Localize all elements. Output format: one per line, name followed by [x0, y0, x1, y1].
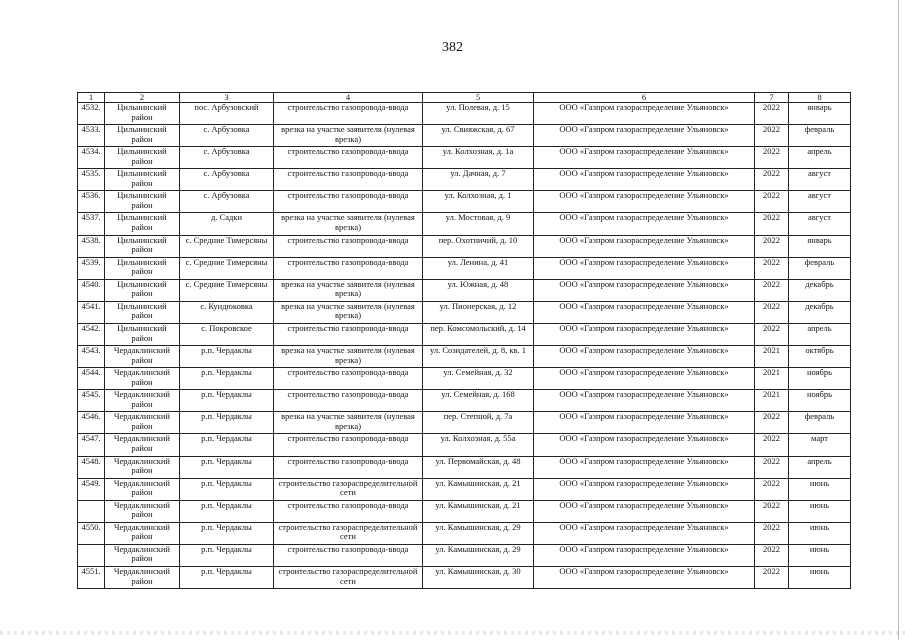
address-cell: ул. Камышинская, д. 21: [423, 478, 534, 500]
district-cell: Цильнинский район: [105, 103, 180, 125]
address-cell: пер. Степной, д. 7а: [423, 412, 534, 434]
organization-cell: ООО «Газпром газораспределение Ульяновск»: [534, 412, 755, 434]
month-cell: июнь: [789, 500, 851, 522]
table-row: [78, 566, 851, 588]
row-number: 4544.: [78, 368, 105, 390]
district-cell: Чердаклинский район: [105, 544, 180, 566]
table-row: [78, 478, 851, 500]
district-cell: Цильнинский район: [105, 213, 180, 235]
year-cell: 2022: [755, 279, 789, 301]
table-row: [78, 213, 851, 235]
year-cell: 2022: [755, 147, 789, 169]
year-cell: 2022: [755, 434, 789, 456]
year-cell: 2022: [755, 191, 789, 213]
year-cell: 2022: [755, 257, 789, 279]
organization-cell: ООО «Газпром газораспределение Ульяновск»: [534, 147, 755, 169]
column-number: 7: [755, 93, 789, 103]
year-cell: 2021: [755, 346, 789, 368]
settlement-cell: с. Кундюковка: [180, 301, 274, 323]
month-cell: июнь: [789, 478, 851, 500]
table-row: [78, 522, 851, 544]
district-cell: Цильнинский район: [105, 257, 180, 279]
district-cell: Чердаклинский район: [105, 522, 180, 544]
year-cell: 2022: [755, 478, 789, 500]
header-row: [78, 93, 851, 103]
district-cell: Чердаклинский район: [105, 412, 180, 434]
address-cell: ул. Камышинская, д. 29: [423, 544, 534, 566]
work-type-cell: строительство газораспределительной сети: [274, 522, 423, 544]
year-cell: 2022: [755, 566, 789, 588]
row-number: 4535.: [78, 169, 105, 191]
district-cell: Чердаклинский район: [105, 478, 180, 500]
settlement-cell: р.п. Чердаклы: [180, 544, 274, 566]
month-cell: ноябрь: [789, 390, 851, 412]
month-cell: июнь: [789, 522, 851, 544]
column-number: 6: [534, 93, 755, 103]
district-cell: Чердаклинский район: [105, 346, 180, 368]
table-row: [78, 191, 851, 213]
address-cell: ул. Созидателей, д. 8, кв. 1: [423, 346, 534, 368]
settlement-cell: р.п. Чердаклы: [180, 522, 274, 544]
column-number: 8: [789, 93, 851, 103]
work-type-cell: строительство газопровода-ввода: [274, 147, 423, 169]
organization-cell: ООО «Газпром газораспределение Ульяновск»: [534, 279, 755, 301]
settlement-cell: с. Арбузовка: [180, 147, 274, 169]
year-cell: 2022: [755, 544, 789, 566]
row-number: 4534.: [78, 147, 105, 169]
organization-cell: ООО «Газпром газораспределение Ульяновск»: [534, 213, 755, 235]
work-type-cell: строительство газопровода-ввода: [274, 191, 423, 213]
settlement-cell: р.п. Чердаклы: [180, 456, 274, 478]
work-type-cell: врезка на участке заявителя (нулевая врезка): [274, 279, 423, 301]
year-cell: 2021: [755, 390, 789, 412]
month-cell: август: [789, 169, 851, 191]
work-type-cell: строительство газораспределительной сети: [274, 566, 423, 588]
settlement-cell: р.п. Чердаклы: [180, 566, 274, 588]
work-type-cell: строительство газопровода-ввода: [274, 434, 423, 456]
scan-artifact-strip: [0, 631, 905, 635]
organization-cell: ООО «Газпром газораспределение Ульяновск»: [534, 103, 755, 125]
district-cell: Цильнинский район: [105, 235, 180, 257]
year-cell: 2021: [755, 368, 789, 390]
table-row: [78, 235, 851, 257]
organization-cell: ООО «Газпром газораспределение Ульяновск»: [534, 169, 755, 191]
table-row: [78, 169, 851, 191]
year-cell: 2022: [755, 456, 789, 478]
month-cell: апрель: [789, 147, 851, 169]
organization-cell: ООО «Газпром газораспределение Ульяновск»: [534, 478, 755, 500]
address-cell: ул. Колхозная, д. 1: [423, 191, 534, 213]
month-cell: март: [789, 434, 851, 456]
settlement-cell: с. Покровское: [180, 323, 274, 345]
row-number: 4548.: [78, 456, 105, 478]
month-cell: февраль: [789, 125, 851, 147]
row-number: 4547.: [78, 434, 105, 456]
row-number: 4543.: [78, 346, 105, 368]
address-cell: ул. Колхозная, д. 55а: [423, 434, 534, 456]
table-row: [78, 412, 851, 434]
organization-cell: ООО «Газпром газораспределение Ульяновск»: [534, 500, 755, 522]
register-table: [77, 92, 851, 589]
month-cell: декабрь: [789, 301, 851, 323]
work-type-cell: строительство газопровода-ввода: [274, 257, 423, 279]
work-type-cell: строительство газопровода-ввода: [274, 544, 423, 566]
column-number: 4: [274, 93, 423, 103]
settlement-cell: с. Арбузовка: [180, 169, 274, 191]
organization-cell: ООО «Газпром газораспределение Ульяновск»: [534, 522, 755, 544]
year-cell: 2022: [755, 323, 789, 345]
address-cell: ул. Первомайская, д. 48: [423, 456, 534, 478]
district-cell: Цильнинский район: [105, 125, 180, 147]
work-type-cell: строительство газораспределительной сети: [274, 478, 423, 500]
work-type-cell: строительство газопровода-ввода: [274, 323, 423, 345]
row-number: 4551.: [78, 566, 105, 588]
table-row: [78, 125, 851, 147]
table-row: [78, 368, 851, 390]
table-row: [78, 500, 851, 522]
year-cell: 2022: [755, 213, 789, 235]
row-number: 4539.: [78, 257, 105, 279]
settlement-cell: р.п. Чердаклы: [180, 500, 274, 522]
district-cell: Цильнинский район: [105, 169, 180, 191]
row-number: 4542.: [78, 323, 105, 345]
row-number: [78, 544, 105, 566]
month-cell: ноябрь: [789, 368, 851, 390]
district-cell: Цильнинский район: [105, 301, 180, 323]
district-cell: Цильнинский район: [105, 323, 180, 345]
settlement-cell: р.п. Чердаклы: [180, 478, 274, 500]
column-number: 5: [423, 93, 534, 103]
address-cell: ул. Дачная, д. 7: [423, 169, 534, 191]
month-cell: февраль: [789, 257, 851, 279]
month-cell: июнь: [789, 544, 851, 566]
address-cell: ул. Камышинская, д. 30: [423, 566, 534, 588]
address-cell: ул. Ленина, д. 41: [423, 257, 534, 279]
table-row: [78, 346, 851, 368]
row-number: 4550.: [78, 522, 105, 544]
page-edge: [898, 0, 899, 640]
column-number: 2: [105, 93, 180, 103]
row-number: 4533.: [78, 125, 105, 147]
organization-cell: ООО «Газпром газораспределение Ульяновск»: [534, 235, 755, 257]
address-cell: ул. Семейная, д. 32: [423, 368, 534, 390]
organization-cell: ООО «Газпром газораспределение Ульяновск»: [534, 191, 755, 213]
table-row: [78, 301, 851, 323]
organization-cell: ООО «Газпром газораспределение Ульяновск»: [534, 544, 755, 566]
organization-cell: ООО «Газпром газораспределение Ульяновск»: [534, 368, 755, 390]
row-number: 4538.: [78, 235, 105, 257]
organization-cell: ООО «Газпром газораспределение Ульяновск»: [534, 257, 755, 279]
organization-cell: ООО «Газпром газораспределение Ульяновск»: [534, 434, 755, 456]
work-type-cell: строительство газопровода-ввода: [274, 103, 423, 125]
work-type-cell: строительство газопровода-ввода: [274, 235, 423, 257]
table-row: [78, 103, 851, 125]
work-type-cell: строительство газопровода-ввода: [274, 169, 423, 191]
settlement-cell: р.п. Чердаклы: [180, 412, 274, 434]
table-row: [78, 279, 851, 301]
year-cell: 2022: [755, 103, 789, 125]
table-row: [78, 456, 851, 478]
table-body: [78, 103, 851, 589]
table-row: [78, 323, 851, 345]
settlement-cell: р.п. Чердаклы: [180, 434, 274, 456]
work-type-cell: врезка на участке заявителя (нулевая врезка): [274, 125, 423, 147]
district-cell: Чердаклинский район: [105, 456, 180, 478]
organization-cell: ООО «Газпром газораспределение Ульяновск»: [534, 125, 755, 147]
row-number: 4536.: [78, 191, 105, 213]
table-row: [78, 390, 851, 412]
address-cell: ул. Пионерская, д. 12: [423, 301, 534, 323]
year-cell: 2022: [755, 235, 789, 257]
settlement-cell: пос. Арбузовский: [180, 103, 274, 125]
row-number: [78, 500, 105, 522]
table-row: [78, 544, 851, 566]
work-type-cell: строительство газопровода-ввода: [274, 390, 423, 412]
district-cell: Цильнинский район: [105, 147, 180, 169]
address-cell: ул. Колхозная, д. 1а: [423, 147, 534, 169]
row-number: 4541.: [78, 301, 105, 323]
settlement-cell: с. Арбузовка: [180, 191, 274, 213]
month-cell: октябрь: [789, 346, 851, 368]
district-cell: Цильнинский район: [105, 191, 180, 213]
row-number: 4546.: [78, 412, 105, 434]
month-cell: январь: [789, 235, 851, 257]
address-cell: пер. Комсомольский, д. 14: [423, 323, 534, 345]
work-type-cell: строительство газопровода-ввода: [274, 368, 423, 390]
month-cell: август: [789, 191, 851, 213]
row-number: 4549.: [78, 478, 105, 500]
address-cell: ул. Камышинская, д. 21: [423, 500, 534, 522]
address-cell: ул. Мостовая, д. 9: [423, 213, 534, 235]
month-cell: апрель: [789, 456, 851, 478]
row-number: 4537.: [78, 213, 105, 235]
organization-cell: ООО «Газпром газораспределение Ульяновск»: [534, 566, 755, 588]
month-cell: январь: [789, 103, 851, 125]
address-cell: ул. Камышинская, д. 29: [423, 522, 534, 544]
page-number: 382: [442, 40, 463, 55]
row-number: 4540.: [78, 279, 105, 301]
month-cell: февраль: [789, 412, 851, 434]
settlement-cell: с. Средние Тимерсяны: [180, 235, 274, 257]
work-type-cell: врезка на участке заявителя (нулевая врезка): [274, 213, 423, 235]
district-cell: Чердаклинский район: [105, 368, 180, 390]
month-cell: апрель: [789, 323, 851, 345]
organization-cell: ООО «Газпром газораспределение Ульяновск»: [534, 456, 755, 478]
settlement-cell: р.п. Чердаклы: [180, 346, 274, 368]
address-cell: ул. Полевая, д. 15: [423, 103, 534, 125]
table-row: [78, 434, 851, 456]
organization-cell: ООО «Газпром газораспределение Ульяновск»: [534, 346, 755, 368]
organization-cell: ООО «Газпром газораспределение Ульяновск»: [534, 323, 755, 345]
month-cell: июнь: [789, 566, 851, 588]
work-type-cell: строительство газопровода-ввода: [274, 456, 423, 478]
district-cell: Чердаклинский район: [105, 500, 180, 522]
table-row: [78, 147, 851, 169]
year-cell: 2022: [755, 169, 789, 191]
settlement-cell: р.п. Чердаклы: [180, 390, 274, 412]
year-cell: 2022: [755, 301, 789, 323]
address-cell: ул. Южная, д. 48: [423, 279, 534, 301]
settlement-cell: с. Средние Тимерсяны: [180, 279, 274, 301]
settlement-cell: д. Садки: [180, 213, 274, 235]
column-number: 3: [180, 93, 274, 103]
district-cell: Цильнинский район: [105, 279, 180, 301]
work-type-cell: строительство газопровода-ввода: [274, 500, 423, 522]
table-row: [78, 257, 851, 279]
organization-cell: ООО «Газпром газораспределение Ульяновск»: [534, 390, 755, 412]
month-cell: декабрь: [789, 279, 851, 301]
column-number-header: [78, 93, 851, 103]
row-number: 4545.: [78, 390, 105, 412]
address-cell: ул. Свияжская, д. 67: [423, 125, 534, 147]
year-cell: 2022: [755, 412, 789, 434]
district-cell: Чердаклинский район: [105, 566, 180, 588]
year-cell: 2022: [755, 522, 789, 544]
year-cell: 2022: [755, 500, 789, 522]
year-cell: 2022: [755, 125, 789, 147]
address-cell: пер. Охотничий, д. 10: [423, 235, 534, 257]
column-number: 1: [78, 93, 105, 103]
row-number: 4532.: [78, 103, 105, 125]
settlement-cell: р.п. Чердаклы: [180, 368, 274, 390]
organization-cell: ООО «Газпром газораспределение Ульяновск»: [534, 301, 755, 323]
month-cell: август: [789, 213, 851, 235]
settlement-cell: с. Арбузовка: [180, 125, 274, 147]
address-cell: ул. Семейная, д. 168: [423, 390, 534, 412]
settlement-cell: с. Средние Тимерсяны: [180, 257, 274, 279]
district-cell: Чердаклинский район: [105, 434, 180, 456]
work-type-cell: врезка на участке заявителя (нулевая врезка): [274, 412, 423, 434]
work-type-cell: врезка на участке заявителя (нулевая врезка): [274, 346, 423, 368]
district-cell: Чердаклинский район: [105, 390, 180, 412]
work-type-cell: врезка на участке заявителя (нулевая врезка): [274, 301, 423, 323]
